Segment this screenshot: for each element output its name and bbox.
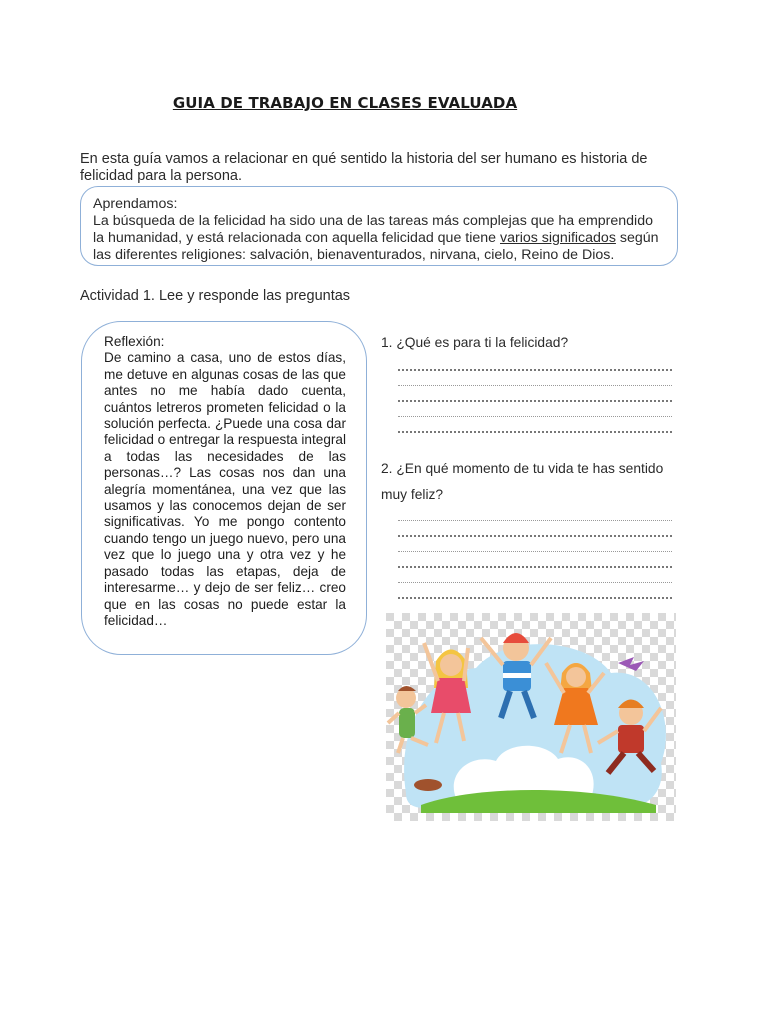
answer-lines-2[interactable] [398, 520, 672, 613]
answer-line[interactable] [398, 369, 672, 371]
activity-heading: Actividad 1. Lee y responde las preguntas [80, 288, 351, 304]
answer-line[interactable] [398, 582, 672, 583]
question-1: 1. ¿Qué es para ti la felicidad? [381, 335, 569, 350]
jumping-children-illustration [386, 613, 676, 821]
answer-line[interactable] [398, 431, 672, 433]
learn-text-after: según las diferentes religiones: salvación, bienaventurados, nirvana, cielo, Reino de Dios. [93, 230, 659, 263]
learn-box [80, 186, 678, 266]
learn-underlined: varios significados [500, 230, 616, 246]
question-2-line-1: 2. ¿En qué momento de tu vida te has sentido [381, 461, 664, 476]
intro-paragraph: En esta guía vamos a relacionar en qué sentido la historia del ser humano es historia de felicidad para la persona. [80, 151, 648, 184]
page-title: GUIA DE TRABAJO EN CLASES EVALUADA [172, 94, 518, 112]
reflection-body: De camino a casa, uno de estos días, me detuve en algunas cosas de las que antes no me había dado cuenta, cuántos letreros prometen felicidad o la solución perfecta. ¿Puede una cosa dar felicidad o entregar la respuesta integral a todas las necesidades de las personas…? Las cosas nos dan una alegría momentánea, una vez que las usamos y las conocemos dejan de ser significativas. Yo me pongo contento cuando tengo un juego nuevo, pero una vez que lo juego una y otra vez y he pasado todas las etapas, deja de interesarme… y dejo de ser feliz… creo que en las cosas no puede estar la felicidad… [104, 350, 346, 628]
answer-line[interactable] [398, 566, 672, 568]
learn-text-before: La búsqueda de la felicidad ha sido una de las tareas más complejas que ha emprendido la humanidad, y está relacionada con aquella felicidad que tiene [93, 213, 653, 246]
question-2-line-2: muy feliz? [381, 487, 444, 502]
reflection-heading: Reflexión: [104, 334, 165, 349]
answer-line[interactable] [398, 535, 672, 537]
answer-line[interactable] [398, 551, 672, 552]
dog [414, 779, 442, 791]
answer-line[interactable] [398, 416, 672, 417]
answer-lines-1[interactable] [398, 369, 672, 447]
answer-line[interactable] [398, 597, 672, 599]
answer-line[interactable] [398, 400, 672, 402]
learn-heading: Aprendamos: [93, 196, 178, 212]
answer-line[interactable] [398, 520, 672, 521]
reflection-text [104, 334, 346, 629]
answer-line[interactable] [398, 385, 672, 386]
